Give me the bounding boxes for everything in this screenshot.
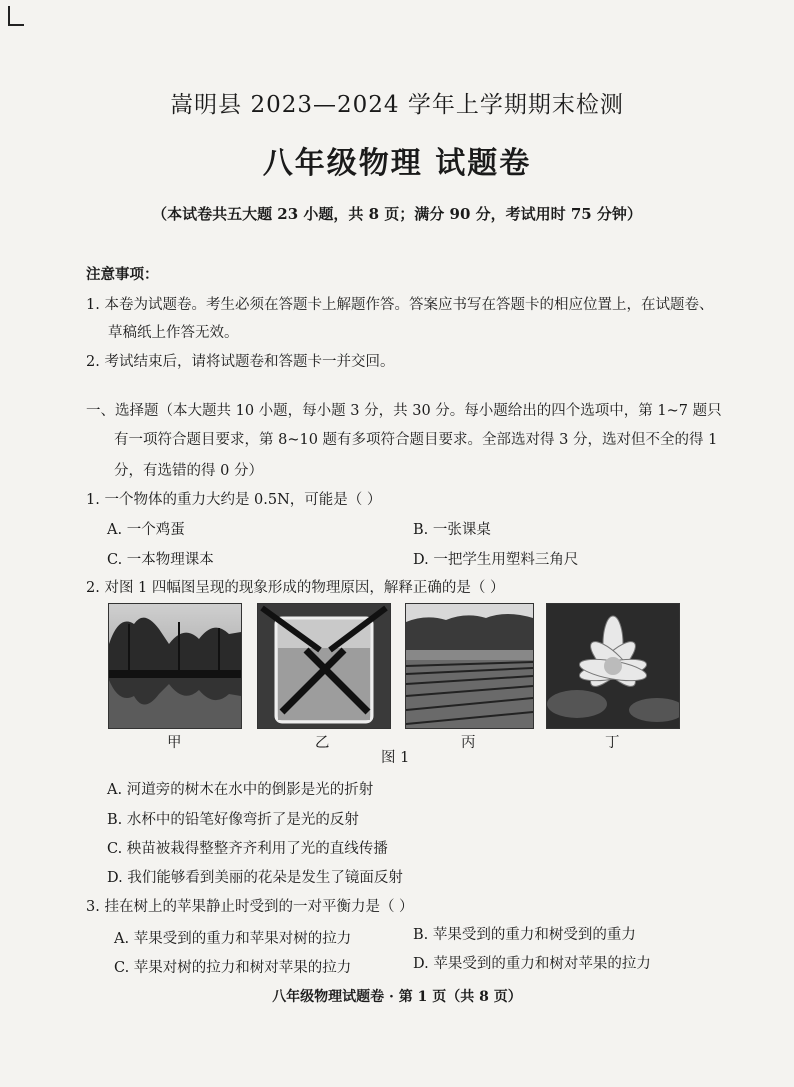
- notice-item-2: 2. 考试结束后，请将试题卷和答题卡一并交回。: [86, 354, 395, 370]
- q3-option-a: A. 苹果受到的重力和苹果对树的拉力: [114, 931, 352, 947]
- photo-jia-tree-reflection: [108, 603, 242, 729]
- question-1-stem: 1. 一个物体的重力大约是 0.5N，可能是（ ）: [86, 492, 382, 508]
- photo-yi-pencil-in-water: [257, 603, 391, 729]
- q1-option-b: B. 一张课桌: [413, 522, 491, 538]
- figure-caption-bing: 丙: [461, 735, 476, 751]
- photo-ding-flower: [546, 603, 680, 729]
- photo-bing-rice-seedlings: [405, 603, 534, 729]
- figure-label: 图 1: [381, 750, 410, 766]
- page-footer: 八年级物理试题卷 · 第 1 页（共 8 页）: [272, 989, 522, 1005]
- question-2-stem: 2. 对图 1 四幅图呈现的现象形成的物理原因，解释正确的是（ ）: [86, 580, 505, 596]
- corner-mark: [8, 6, 24, 26]
- figure-caption-jia: 甲: [167, 735, 182, 751]
- section1-instructions-cont: 有一项符合题目要求，第 8~10 题有多项符合题目要求。全部选对得 3 分，选对但不全的得 1: [114, 432, 718, 448]
- figure-caption-yi: 乙: [315, 735, 330, 751]
- section1-instructions-end: 分，有选错的得 0 分）: [114, 463, 263, 479]
- notice-item-1-cont: 草稿纸上作答无效。: [108, 325, 239, 341]
- q3-option-d: D. 苹果受到的重力和树对苹果的拉力: [413, 956, 651, 972]
- exam-info: （本试卷共五大题 23 小题，共 8 页；满分 90 分，考试用时 75 分钟）: [152, 205, 642, 223]
- notice-item-1: 1. 本卷为试题卷。考生必须在答题卡上解题作答。答案应书写在答题卡的相应位置上，在试题卷、: [86, 297, 714, 313]
- section1-instructions: 一、选择题（本大题共 10 小题，每小题 3 分，共 30 分。每小题给出的四个选项中，第 1~7 题只: [86, 403, 722, 419]
- question-3-stem: 3. 挂在树上的苹果静止时受到的一对平衡力是（ ）: [86, 899, 414, 915]
- q2-option-d: D. 我们能够看到美丽的花朵是发生了镜面反射: [107, 870, 403, 886]
- q1-option-d: D. 一把学生用塑料三角尺: [413, 552, 579, 568]
- q2-option-a: A. 河道旁的树木在水中的倒影是光的折射: [107, 782, 374, 798]
- q2-option-c: C. 秧苗被栽得整整齐齐利用了光的直线传播: [107, 841, 388, 857]
- subject-title: 八年级物理 试题卷: [262, 146, 532, 181]
- exam-title: 嵩明县 2023—2024 学年上学期期末检测: [170, 92, 624, 118]
- figure-caption-ding: 丁: [605, 735, 620, 751]
- notice-title: 注意事项：: [86, 266, 159, 283]
- q1-option-c: C. 一本物理课本: [107, 552, 214, 568]
- q1-option-a: A. 一个鸡蛋: [107, 522, 185, 538]
- q3-option-c: C. 苹果对树的拉力和树对苹果的拉力: [114, 960, 352, 976]
- q3-option-b: B. 苹果受到的重力和树受到的重力: [413, 927, 636, 943]
- q2-option-b: B. 水杯中的铅笔好像弯折了是光的反射: [107, 812, 359, 828]
